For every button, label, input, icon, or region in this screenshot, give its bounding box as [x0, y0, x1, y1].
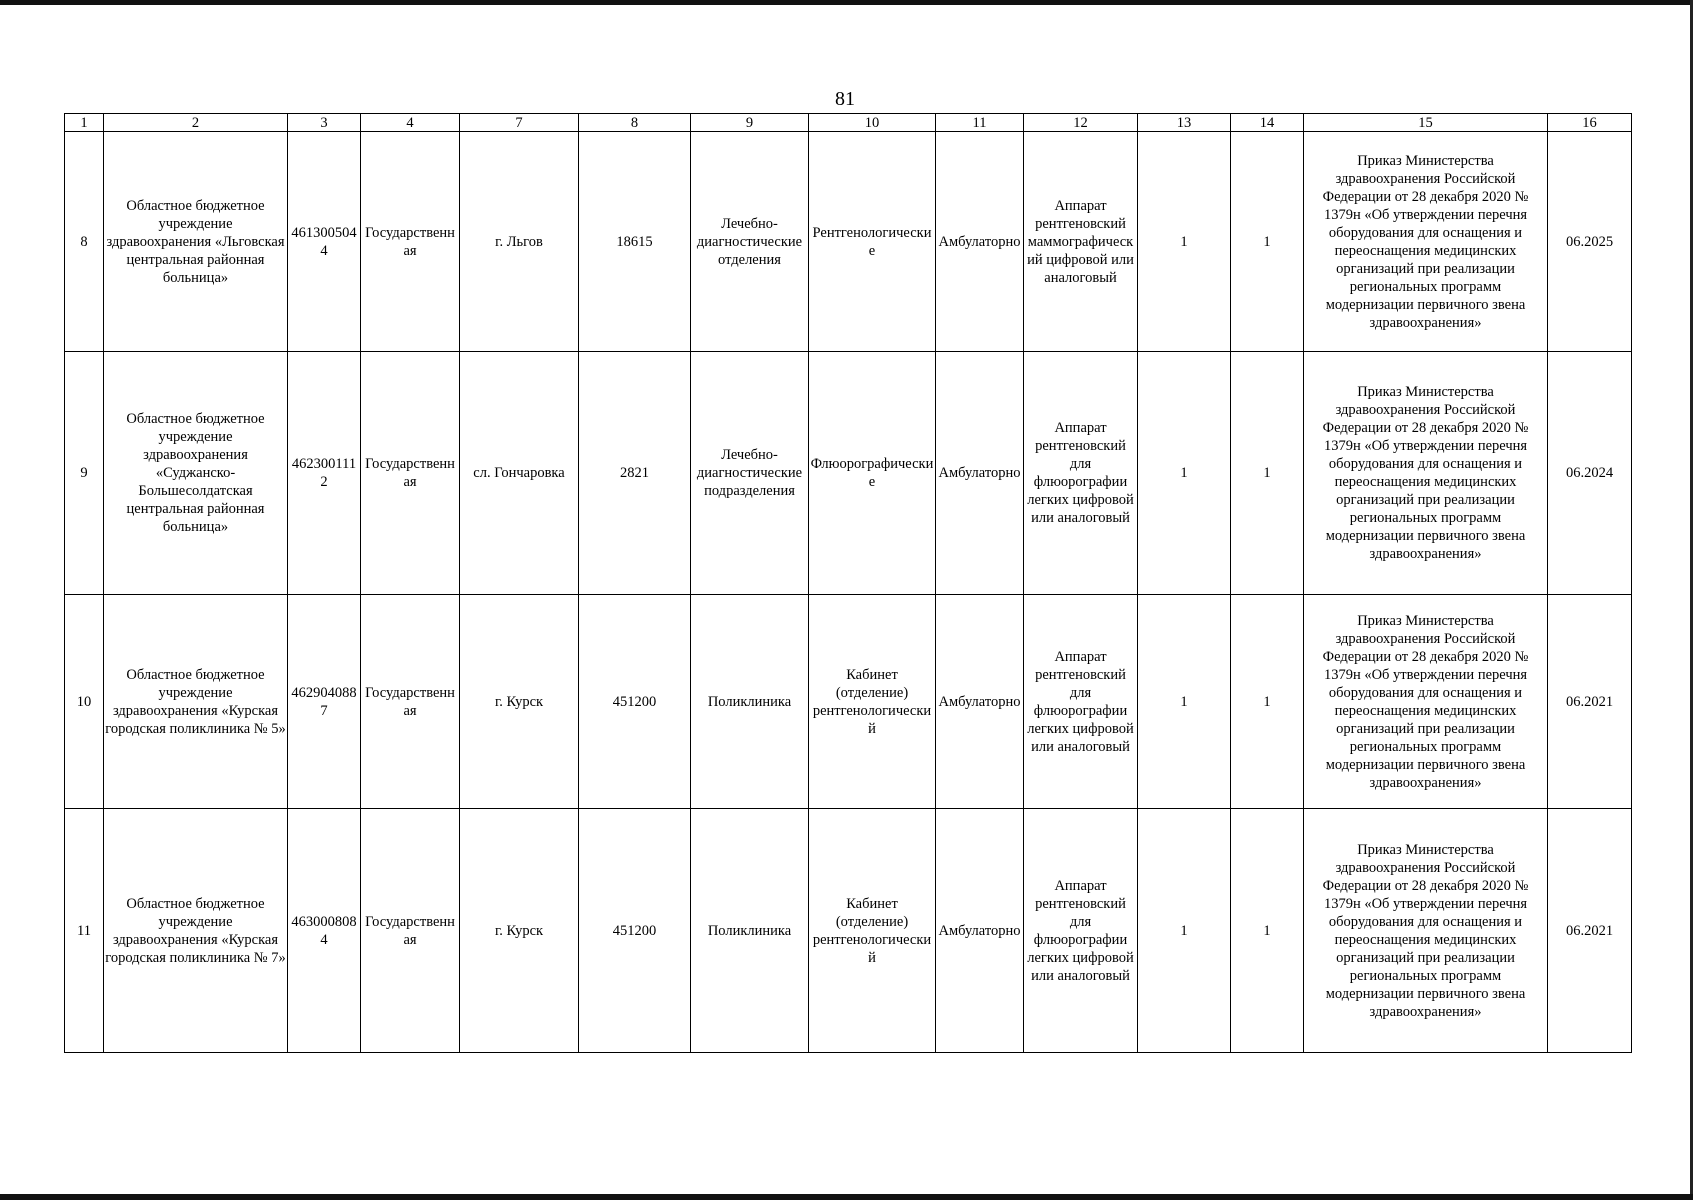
- quantity-14: 1: [1231, 809, 1304, 1053]
- ownership-type: Государственная: [361, 132, 460, 352]
- table-row: [65, 595, 1632, 809]
- column-number: 7: [460, 114, 579, 132]
- scan-border-top: [0, 0, 1693, 5]
- care-form: Амбулаторно: [936, 352, 1024, 595]
- page-number: 81: [835, 88, 855, 110]
- population: 2821: [579, 352, 691, 595]
- quantity-14: 1: [1231, 132, 1304, 352]
- locality: г. Курск: [460, 809, 579, 1053]
- quantity-13: 1: [1138, 595, 1231, 809]
- organization-name: Областное бюджетное учреждение здравоохранения «Курская городская поликлиника № 5»: [104, 595, 288, 809]
- column-number-row: [65, 114, 1632, 132]
- department-type: Флюорографические: [809, 352, 936, 595]
- target-date: 06.2021: [1548, 809, 1632, 1053]
- column-number: 15: [1304, 114, 1548, 132]
- equipment-name: Аппарат рентгеновский для флюорографии легких цифровой или аналоговый: [1024, 352, 1138, 595]
- organization-name: Областное бюджетное учреждение здравоохранения «Суджанско-Большесолдатская центральная районная больница»: [104, 352, 288, 595]
- care-form: Амбулаторно: [936, 595, 1024, 809]
- department-type: Рентгенологические: [809, 132, 936, 352]
- population: 451200: [579, 595, 691, 809]
- ownership-type: Государственная: [361, 809, 460, 1053]
- quantity-13: 1: [1138, 809, 1231, 1053]
- column-number: 10: [809, 114, 936, 132]
- equipment-table: [64, 113, 1632, 1053]
- population: 18615: [579, 132, 691, 352]
- column-number: 9: [691, 114, 809, 132]
- division: Лечебно-диагностические подразделения: [691, 352, 809, 595]
- organization-name: Областное бюджетное учреждение здравоохранения «Льговская центральная районная больница»: [104, 132, 288, 352]
- target-date: 06.2025: [1548, 132, 1632, 352]
- target-date: 06.2021: [1548, 595, 1632, 809]
- table-row: [65, 809, 1632, 1053]
- locality: сл. Гончаровка: [460, 352, 579, 595]
- quantity-14: 1: [1231, 595, 1304, 809]
- row-number: 8: [65, 132, 104, 352]
- row-number: 11: [65, 809, 104, 1053]
- equipment-name: Аппарат рентгеновский для флюорографии легких цифровой или аналоговый: [1024, 809, 1138, 1053]
- care-form: Амбулаторно: [936, 809, 1024, 1053]
- locality: г. Курск: [460, 595, 579, 809]
- table-row: [65, 132, 1632, 352]
- column-number: 16: [1548, 114, 1632, 132]
- quantity-13: 1: [1138, 352, 1231, 595]
- locality: г. Льгов: [460, 132, 579, 352]
- column-number: 4: [361, 114, 460, 132]
- quantity-14: 1: [1231, 352, 1304, 595]
- row-number: 9: [65, 352, 104, 595]
- division: Поликлиника: [691, 595, 809, 809]
- legal-basis: Приказ Министерства здравоохранения Российской Федерации от 28 декабря 2020 № 1379н «Об утверждении перечня оборудования для оснащения и переоснащения медицинских организаций при реализации региональных программ модернизации первичного звена здравоохранения»: [1304, 132, 1548, 352]
- organization-code: 4623001112: [288, 352, 361, 595]
- equipment-name: Аппарат рентгеновский маммографический цифровой или аналоговый: [1024, 132, 1138, 352]
- care-form: Амбулаторно: [936, 132, 1024, 352]
- scan-border-bottom: [0, 1194, 1693, 1200]
- target-date: 06.2024: [1548, 352, 1632, 595]
- column-number: 12: [1024, 114, 1138, 132]
- legal-basis: Приказ Министерства здравоохранения Российской Федерации от 28 декабря 2020 № 1379н «Об утверждении перечня оборудования для оснащения и переоснащения медицинских организаций при реализации региональных программ модернизации первичного звена здравоохранения»: [1304, 809, 1548, 1053]
- organization-code: 4629040887: [288, 595, 361, 809]
- organization-name: Областное бюджетное учреждение здравоохранения «Курская городская поликлиника № 7»: [104, 809, 288, 1053]
- organization-code: 4613005044: [288, 132, 361, 352]
- column-number: 13: [1138, 114, 1231, 132]
- equipment-name: Аппарат рентгеновский для флюорографии легких цифровой или аналоговый: [1024, 595, 1138, 809]
- column-number: 11: [936, 114, 1024, 132]
- legal-basis: Приказ Министерства здравоохранения Российской Федерации от 28 декабря 2020 № 1379н «Об утверждении перечня оборудования для оснащения и переоснащения медицинских организаций при реализации региональных программ модернизации первичного звена здравоохранения»: [1304, 352, 1548, 595]
- table-row: [65, 352, 1632, 595]
- division: Поликлиника: [691, 809, 809, 1053]
- legal-basis: Приказ Министерства здравоохранения Российской Федерации от 28 декабря 2020 № 1379н «Об утверждении перечня оборудования для оснащения и переоснащения медицинских организаций при реализации региональных программ модернизации первичного звена здравоохранения»: [1304, 595, 1548, 809]
- column-number: 3: [288, 114, 361, 132]
- division: Лечебно-диагностические отделения: [691, 132, 809, 352]
- column-number: 14: [1231, 114, 1304, 132]
- quantity-13: 1: [1138, 132, 1231, 352]
- department-type: Кабинет (отделение) рентгенологический: [809, 595, 936, 809]
- department-type: Кабинет (отделение) рентгенологический: [809, 809, 936, 1053]
- column-number: 8: [579, 114, 691, 132]
- column-number: 2: [104, 114, 288, 132]
- row-number: 10: [65, 595, 104, 809]
- column-number: 1: [65, 114, 104, 132]
- ownership-type: Государственная: [361, 595, 460, 809]
- organization-code: 4630008084: [288, 809, 361, 1053]
- population: 451200: [579, 809, 691, 1053]
- ownership-type: Государственная: [361, 352, 460, 595]
